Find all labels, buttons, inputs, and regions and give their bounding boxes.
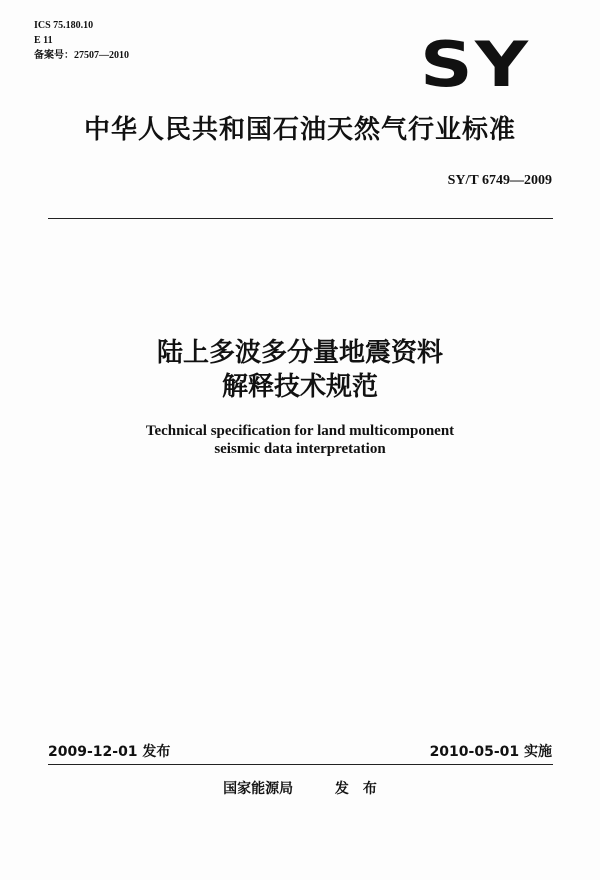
organization-title: 中华人民共和国石油天然气行业标准: [83, 115, 516, 145]
issuer-line: [0, 778, 600, 798]
top-divider: [48, 218, 553, 219]
title-en-line1: Technical specification for land multicomponent: [145, 423, 455, 439]
title-cn-line1: 陆上多波多分量地震资料: [156, 338, 443, 368]
title-cn-line2: 解释技术规范: [221, 372, 378, 402]
ics-code: ICS 75.180.10: [34, 20, 94, 31]
class-code: E 11: [34, 35, 53, 46]
bottom-divider: [48, 764, 553, 765]
classification-block: [34, 18, 129, 63]
title-en-line2: seismic data interpretation: [214, 441, 386, 457]
standard-number: SY/T 6749—2009: [447, 173, 552, 188]
implementation-date: 2010-05-01 实施: [429, 744, 552, 760]
issuer-action: 发 布: [334, 781, 377, 797]
issuer-name: 国家能源局: [223, 781, 294, 797]
sy-logo: SY: [420, 28, 531, 101]
issue-date: 2009-12-01 发布: [48, 744, 171, 760]
record-number: 备案号：27507—2010: [34, 50, 129, 61]
